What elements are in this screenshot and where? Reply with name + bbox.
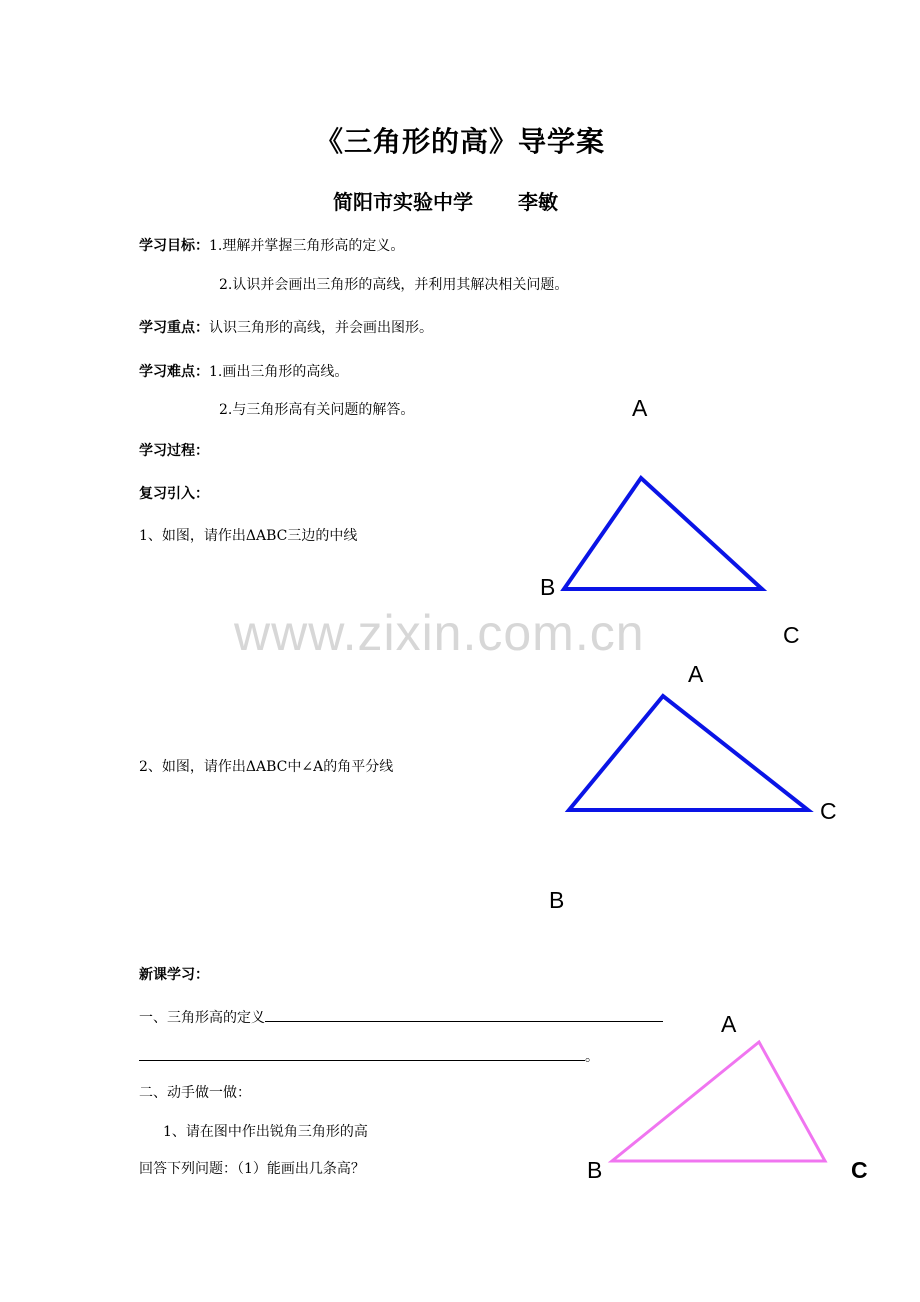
objective-1: 1.理解并掌握三角形高的定义。	[209, 238, 405, 254]
key-point-text: 认识三角形的高线，并会画出图形。	[209, 320, 433, 336]
document-title: 《三角形的高》导学案	[314, 125, 605, 158]
figure-2-label-c: C	[820, 798, 837, 824]
practice-heading: 二、动手做一做：	[139, 1085, 251, 1101]
task-1: 1、请在图中作出锐角三角形的高	[163, 1124, 368, 1140]
watermark: www.zixin.com.cn	[234, 605, 645, 661]
triangle-abc-figure-3	[612, 1042, 825, 1161]
figure-1-label-a: A	[632, 395, 648, 421]
objectives-label: 学习目标：	[139, 238, 209, 254]
difficulty-2: 2.与三角形高有关问题的解答。	[219, 402, 415, 418]
author-name: 李敏	[517, 190, 558, 214]
figure-1-label-c: C	[783, 622, 800, 648]
figure-2-label-b: B	[549, 887, 565, 913]
difficulty-1: 1.画出三角形的高线。	[209, 364, 349, 380]
review-question-1: 1、如图，请作出ΔABC三边的中线	[139, 528, 358, 544]
figure-3-label-b: B	[587, 1157, 603, 1183]
school-name: 简阳市实验中学	[333, 190, 473, 214]
objective-2: 2.认识并会画出三角形的高线，并利用其解决相关问题。	[219, 277, 569, 293]
definition-end: 。	[585, 1049, 599, 1065]
figure-2-label-a: A	[688, 661, 704, 687]
review-question-2: 2、如图，请作出ΔABC中∠A的角平分线	[139, 759, 394, 775]
triangle-abc-figure-1	[564, 478, 762, 589]
difficulty-label: 学习难点：	[139, 364, 209, 380]
process-label: 学习过程：	[139, 443, 209, 459]
figure-1-label-b: B	[540, 574, 556, 600]
answer-question: 回答下列问题：（1）能画出几条高？	[139, 1161, 365, 1177]
review-label: 复习引入：	[139, 486, 209, 502]
new-lesson-label: 新课学习：	[139, 967, 209, 983]
key-point-label: 学习重点：	[139, 320, 209, 336]
definition-prefix: 一、三角形高的定义	[139, 1010, 265, 1026]
figure-3-label-c: C	[851, 1157, 868, 1183]
figure-3-label-a: A	[721, 1011, 737, 1037]
triangle-abc-figure-2	[569, 696, 808, 810]
